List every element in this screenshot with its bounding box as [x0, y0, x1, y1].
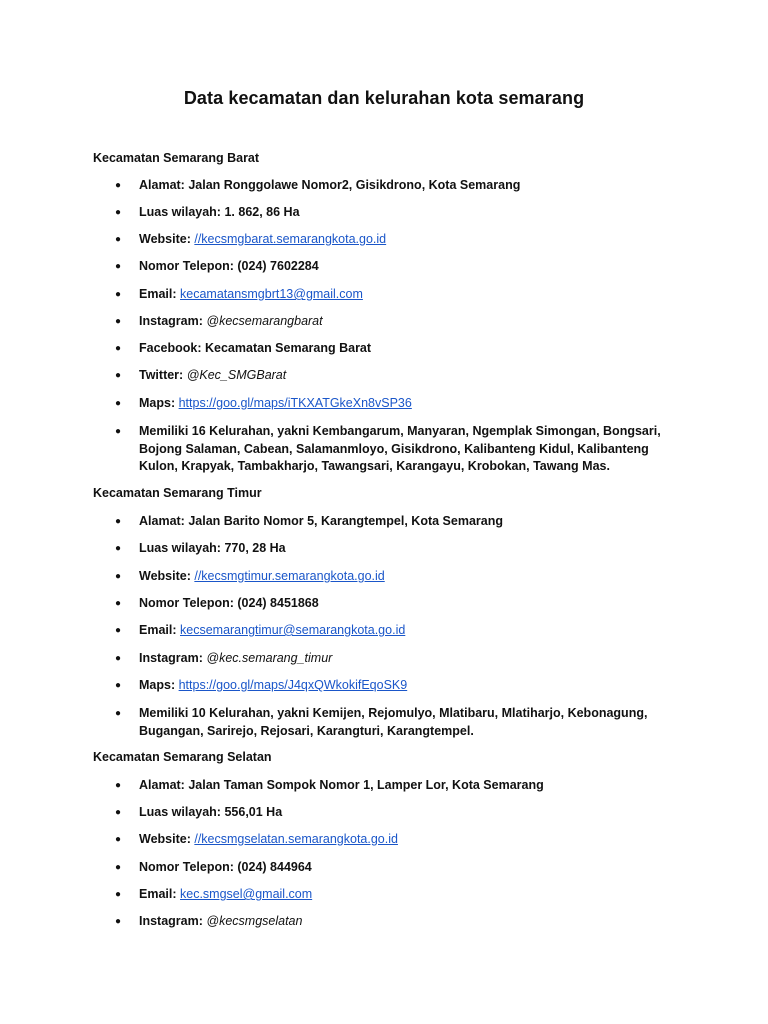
list-item-instagram — [115, 650, 675, 668]
list-item-instagram — [115, 313, 675, 331]
list-item-luas-wilayah — [115, 204, 675, 222]
list-item-kelurahan — [115, 705, 675, 740]
item-value: Kecamatan Semarang Barat — [205, 341, 372, 355]
bullet-icon: ● — [115, 234, 122, 245]
email-link[interactable]: kecsemarangtimur@semarangkota.go.id — [180, 623, 406, 637]
item-label: Nomor Telepon: — [139, 259, 234, 273]
bullet-icon: ● — [115, 834, 122, 845]
bullet-icon: ● — [115, 398, 122, 409]
maps-link[interactable]: https://goo.gl/maps/iTKXATGkeXn8vSP36 — [178, 396, 412, 410]
item-label: Instagram: — [139, 314, 203, 328]
document-title: Data kecamatan dan kelurahan kota semarang — [183, 88, 585, 108]
item-label: Instagram: — [139, 651, 203, 665]
item-value: @kecsemarangbarat — [206, 314, 323, 328]
bullet-icon: ● — [115, 426, 122, 437]
item-label: Facebook: — [139, 341, 202, 355]
bullet-icon: ● — [115, 862, 122, 873]
section-heading-semarang-barat: Kecamatan Semarang Barat — [93, 151, 260, 165]
list-item-alamat — [115, 777, 675, 795]
item-value: Jalan Barito Nomor 5, Karangtempel, Kota Semarang — [188, 514, 503, 528]
bullet-icon: ● — [115, 916, 122, 927]
bullet-icon: ● — [115, 289, 122, 300]
bullet-icon: ● — [115, 653, 122, 664]
list-item-luas-wilayah — [115, 540, 675, 558]
item-label: Email: — [139, 623, 177, 637]
item-label: Luas wilayah: — [139, 805, 221, 819]
item-label: Website: — [139, 832, 191, 846]
item-label: Nomor Telepon: — [139, 596, 234, 610]
item-value: (024) 844964 — [237, 860, 312, 874]
item-value: 1. 862, 86 Ha — [224, 205, 300, 219]
section-heading-semarang-selatan: Kecamatan Semarang Selatan — [93, 750, 272, 764]
website-link[interactable]: //kecsmgbarat.semarangkota.go.id — [194, 232, 387, 246]
item-value: Memiliki 10 Kelurahan, yakni Kemijen, Rejomulyo, Mlatibaru, Mlatiharjo, Kebonagung, Bugangan, Sarirejo, Rejosari, Karangturi, Karangtempel. — [139, 706, 648, 738]
website-link[interactable]: //kecsmgtimur.semarangkota.go.id — [194, 569, 385, 583]
list-item-email — [115, 886, 675, 904]
list-item-nomor-telepon — [115, 258, 675, 276]
item-value: Memiliki 16 Kelurahan, yakni Kembangarum, Manyaran, Ngemplak Simongan, Bongsari, Bojong Salaman, Cabean, Salamanmloyo, Gisikdrono, Kalibanteng Kidul, Kalibanteng Kulon, Krapyak, Tambakharjo, Tawangsari, Karangayu, Krobokan, Tawang Mas. — [139, 424, 661, 473]
item-label: Alamat: — [139, 778, 185, 792]
bullet-icon: ● — [115, 370, 122, 381]
bullet-icon: ● — [115, 807, 122, 818]
bullet-icon: ● — [115, 180, 122, 191]
item-label: Alamat: — [139, 514, 185, 528]
list-item-website — [115, 831, 675, 849]
item-label: Website: — [139, 569, 191, 583]
item-label: Nomor Telepon: — [139, 860, 234, 874]
bullet-icon: ● — [115, 543, 122, 554]
bullet-icon: ● — [115, 316, 122, 327]
list-item-email — [115, 622, 675, 640]
item-label: Luas wilayah: — [139, 541, 221, 555]
item-value: @kecsmgselatan — [206, 914, 303, 928]
list-item-email — [115, 286, 675, 304]
item-label: Alamat: — [139, 178, 185, 192]
bullet-icon: ● — [115, 207, 122, 218]
email-link[interactable]: kecamatansmgbrt13@gmail.com — [180, 287, 363, 301]
item-value: Jalan Taman Sompok Nomor 1, Lamper Lor, Kota Semarang — [188, 778, 544, 792]
bullet-icon: ● — [115, 708, 122, 719]
list-item-luas-wilayah — [115, 804, 675, 822]
item-label: Email: — [139, 887, 177, 901]
item-value: Jalan Ronggolawe Nomor2, Gisikdrono, Kota Semarang — [188, 178, 521, 192]
list-item-instagram — [115, 913, 675, 931]
list-item-facebook — [115, 340, 675, 358]
item-label: Maps: — [139, 678, 176, 692]
item-value: 770, 28 Ha — [224, 541, 286, 555]
item-label: Twitter: — [139, 368, 184, 382]
list-item-alamat — [115, 513, 675, 531]
bullet-icon: ● — [115, 889, 122, 900]
list-item-maps — [115, 395, 675, 413]
list-item-kelurahan — [115, 423, 675, 476]
list-item-twitter — [115, 367, 675, 385]
bullet-icon: ● — [115, 625, 122, 636]
item-label: Instagram: — [139, 914, 203, 928]
item-label: Maps: — [139, 396, 176, 410]
bullet-icon: ● — [115, 261, 122, 272]
bullet-icon: ● — [115, 516, 122, 527]
list-item-website — [115, 231, 675, 249]
item-value: 556,01 Ha — [224, 805, 283, 819]
item-label: Email: — [139, 287, 177, 301]
section-heading-semarang-timur: Kecamatan Semarang Timur — [93, 486, 262, 500]
item-value: (024) 8451868 — [237, 596, 319, 610]
bullet-icon: ● — [115, 571, 122, 582]
website-link[interactable]: //kecsmgselatan.semarangkota.go.id — [194, 832, 398, 846]
bullet-icon: ● — [115, 680, 122, 691]
item-value: @Kec_SMGBarat — [186, 368, 287, 382]
bullet-icon: ● — [115, 343, 122, 354]
list-item-nomor-telepon — [115, 595, 675, 613]
list-item-website — [115, 568, 675, 586]
item-label: Website: — [139, 232, 191, 246]
item-value: @kec.semarang_timur — [206, 651, 333, 665]
bullet-icon: ● — [115, 598, 122, 609]
list-item-alamat — [115, 177, 675, 195]
email-link[interactable]: kec.smgsel@gmail.com — [180, 887, 313, 901]
bullet-icon: ● — [115, 780, 122, 791]
item-label: Luas wilayah: — [139, 205, 221, 219]
maps-link[interactable]: https://goo.gl/maps/J4qxQWkokifEqoSK9 — [178, 678, 408, 692]
item-value: (024) 7602284 — [237, 259, 319, 273]
list-item-maps — [115, 677, 675, 695]
list-item-nomor-telepon — [115, 859, 675, 877]
